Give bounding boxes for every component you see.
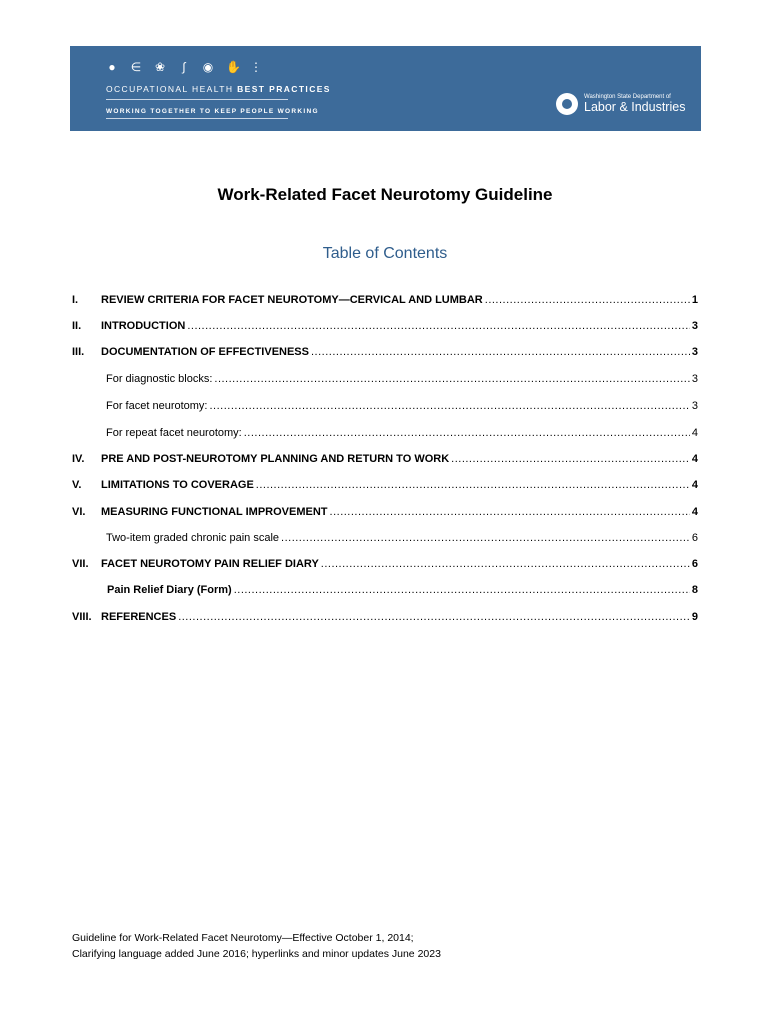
toc-entry-page[interactable]: 6 <box>691 558 698 570</box>
toc-entry-label[interactable]: INTRODUCTION <box>101 320 186 332</box>
toc-entry-number: VI. <box>72 506 86 518</box>
toc-entry-number: VII. <box>72 558 89 570</box>
toc-entry[interactable] <box>72 423 698 439</box>
toc-entry-page[interactable]: 6 <box>691 532 698 544</box>
program-title-light: OCCUPATIONAL HEALTH <box>106 84 238 94</box>
toc-leader-dots <box>330 506 690 518</box>
agency-name-small: Washington State Department of <box>584 94 671 101</box>
toc-heading: Table of Contents <box>322 245 448 262</box>
toc-leader-dots <box>321 558 690 570</box>
toc-leader-dots <box>214 373 689 385</box>
spine-icon: ∫ <box>182 60 186 74</box>
toc-entry-label[interactable]: Two-item graded chronic pain scale <box>106 532 280 544</box>
toc-entry-page[interactable]: 3 <box>691 400 698 412</box>
lni-logo-icon <box>556 93 578 115</box>
toc-entry-label[interactable]: LIMITATIONS TO COVERAGE <box>101 479 254 491</box>
agency-logo <box>556 93 685 115</box>
toc-leader-dots <box>311 346 690 358</box>
toc-entry[interactable] <box>72 342 698 358</box>
hand-icon: ✋ <box>226 60 241 74</box>
toc-entry-page[interactable]: 4 <box>691 506 698 518</box>
toc-entry[interactable] <box>72 316 698 332</box>
program-tagline: WORKING TOGETHER TO KEEP PEOPLE WORKING <box>106 108 319 115</box>
toc-leader-dots <box>187 320 690 332</box>
toc-entry-page[interactable]: 4 <box>691 453 698 465</box>
knee-icon: ⋮ <box>250 60 262 74</box>
toc-entry-page[interactable]: 1 <box>691 294 698 306</box>
toc-entry-label[interactable]: REVIEW CRITERIA FOR FACET NEUROTOMY—CERVICAL AND LUMBAR <box>101 294 483 306</box>
toc-entry-label[interactable]: For repeat facet neurotomy: <box>106 427 242 439</box>
toc-entry-label[interactable]: DOCUMENTATION OF EFFECTIVENESS <box>101 346 309 358</box>
toc-entry[interactable] <box>72 396 698 412</box>
agency-name-large: Labor & Industries <box>584 100 686 115</box>
toc-entry[interactable] <box>72 607 698 623</box>
footer-line-2: Clarifying language added June 2016; hyperlinks and minor updates June 2023 <box>72 948 441 960</box>
toc-entry-number: III. <box>72 346 85 358</box>
tagline-divider <box>106 118 288 119</box>
program-title <box>106 84 331 94</box>
toc-entry[interactable] <box>72 369 698 385</box>
toc-entry-number: I. <box>72 294 79 306</box>
footer-line-1: Guideline for Work-Related Facet Neurotomy—Effective October 1, 2014; <box>72 932 414 944</box>
toc-leader-dots <box>485 294 690 306</box>
toc-leader-dots <box>256 479 690 491</box>
toc-entry-page[interactable]: 3 <box>691 373 698 385</box>
toc-entry-page[interactable]: 4 <box>691 427 698 439</box>
toc-entry-label[interactable]: FACET NEUROTOMY PAIN RELIEF DIARY <box>101 558 319 570</box>
toc-entry-label[interactable]: PRE AND POST-NEUROTOMY PLANNING AND RETURN TO WORK <box>101 453 450 465</box>
lungs-icon: ❀ <box>154 60 166 74</box>
toc-entry[interactable] <box>72 475 698 491</box>
toc-leader-dots <box>178 611 690 623</box>
toc-entry[interactable] <box>72 449 698 465</box>
toc-entry-number: IV. <box>72 453 85 465</box>
toc-entry-label[interactable]: REFERENCES <box>101 611 177 623</box>
head-icon: ● <box>108 60 116 74</box>
toc-entry[interactable] <box>72 502 698 518</box>
document-footer <box>72 930 441 962</box>
toc-entry-label[interactable]: Pain Relief Diary (Form) <box>107 584 232 596</box>
ear-icon: ∈ <box>130 60 142 74</box>
toc-entry-page[interactable]: 9 <box>691 611 698 623</box>
toc-leader-dots <box>244 427 690 439</box>
toc-entry-label[interactable]: MEASURING FUNCTIONAL IMPROVEMENT <box>101 506 328 518</box>
toc-entry-page[interactable]: 3 <box>691 346 698 358</box>
toc-entry[interactable] <box>72 290 698 306</box>
toc-entry-label[interactable]: For diagnostic blocks: <box>106 373 213 385</box>
toc-entry-number: VIII. <box>72 611 92 623</box>
header-banner <box>70 46 701 131</box>
toc-entry-page[interactable]: 3 <box>691 320 698 332</box>
program-title-divider <box>106 99 288 100</box>
toc-leader-dots <box>451 453 690 465</box>
program-title-bold: BEST PRACTICES <box>237 84 331 94</box>
toc-entry-page[interactable]: 4 <box>691 479 698 491</box>
eye-icon: ◉ <box>202 60 214 74</box>
toc-entry-label[interactable]: For facet neurotomy: <box>106 400 208 412</box>
toc-entry-number: V. <box>72 479 82 491</box>
toc-entry[interactable] <box>72 554 698 570</box>
toc-entry-number: II. <box>72 320 82 332</box>
toc-leader-dots <box>234 584 690 596</box>
toc-entry[interactable] <box>72 528 698 544</box>
toc-leader-dots <box>210 400 690 412</box>
toc-entry-page[interactable]: 8 <box>691 584 698 596</box>
toc-entry[interactable] <box>72 580 698 596</box>
toc-leader-dots <box>281 532 690 544</box>
body-part-icons <box>106 60 262 74</box>
document-title: Work-Related Facet Neurotomy Guideline <box>217 185 553 204</box>
